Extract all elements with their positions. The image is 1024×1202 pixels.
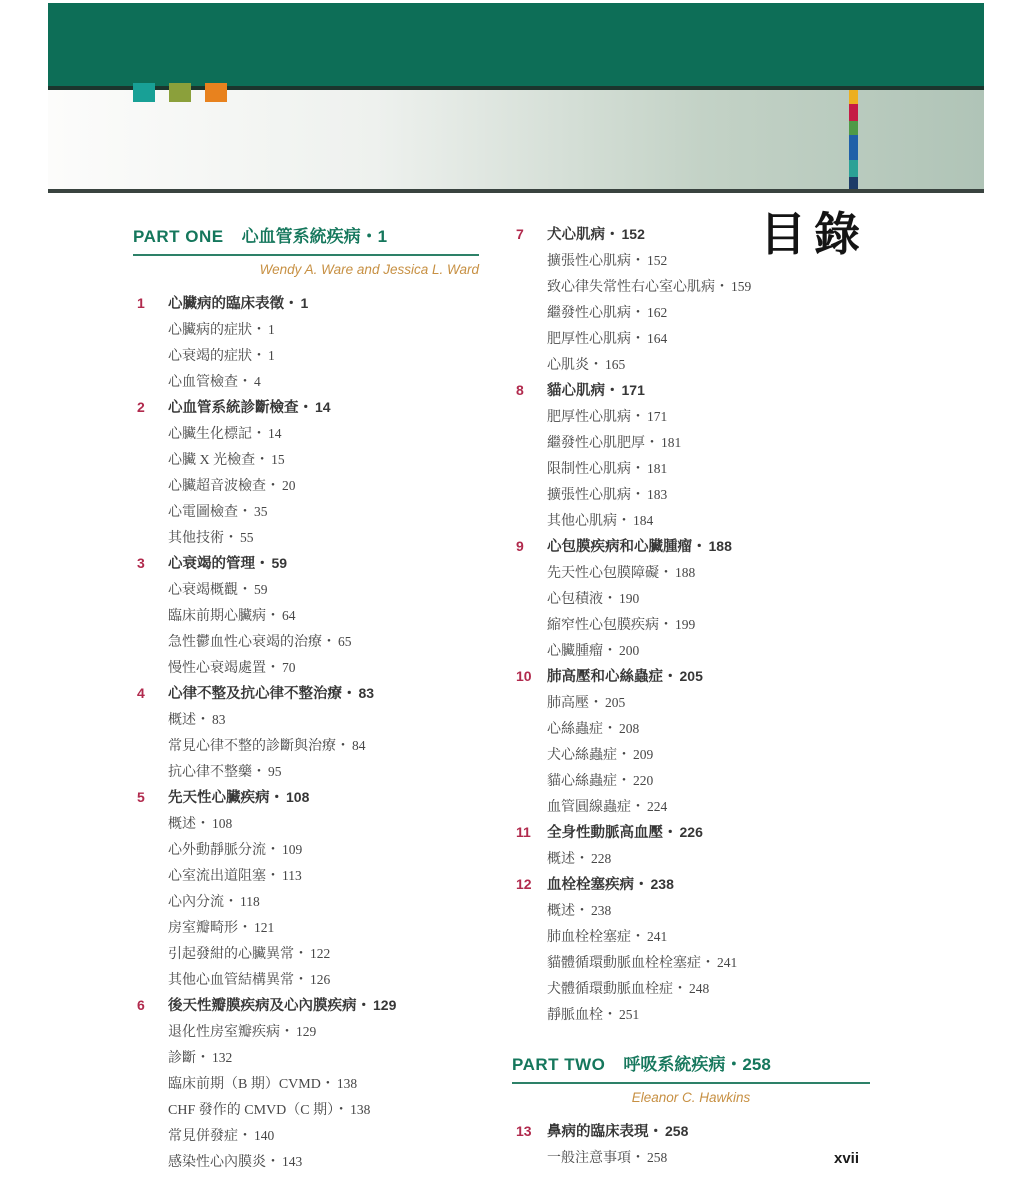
- section-title: 肺血栓栓塞症・: [547, 930, 645, 945]
- color-strip-decoration: [849, 90, 858, 189]
- section-title: 概述・: [547, 904, 589, 919]
- chapter-row: [133, 395, 479, 421]
- section-title: 肺高壓・: [547, 696, 603, 711]
- section-title: 心臟腫瘤・: [547, 644, 617, 659]
- section-title: 常見併發症・: [168, 1129, 252, 1144]
- chapter-page-number: 108: [286, 789, 310, 805]
- section-row: [133, 421, 479, 447]
- section-title: 貓體循環動脈血栓栓塞症・: [547, 956, 715, 971]
- chapter-number: 12: [516, 876, 532, 892]
- section-row: [512, 300, 870, 326]
- section-title: 心血管檢查・: [168, 375, 252, 390]
- section-row: [133, 473, 479, 499]
- part-title: 心血管系統疾病: [241, 227, 361, 246]
- part-label: PART TWO: [512, 1055, 606, 1074]
- chapter-number: 5: [137, 789, 145, 805]
- chapter-page-number: 14: [315, 399, 331, 415]
- section-page-number: 113: [282, 868, 302, 883]
- section-title: 心肌炎・: [547, 358, 603, 373]
- section-page-number: 251: [619, 1007, 640, 1022]
- chapter-page-number: 205: [679, 668, 703, 684]
- section-page-number: 159: [731, 279, 752, 294]
- section-page-number: 108: [212, 816, 233, 831]
- section-page-number: 83: [212, 712, 226, 727]
- chapter-number: 6: [137, 997, 145, 1013]
- chapter-page-number: 171: [621, 382, 645, 398]
- section-page-number: 95: [268, 764, 282, 779]
- chapter-page-number: 238: [650, 876, 674, 892]
- section-title: 靜脈血栓・: [547, 1008, 617, 1023]
- section-row: [133, 577, 479, 603]
- section-row: [512, 560, 870, 586]
- section-row: [133, 369, 479, 395]
- chapter-title: 血栓栓塞疾病・: [547, 877, 649, 893]
- section-title: 擴張性心肌病・: [547, 254, 645, 269]
- section-row: [512, 1145, 870, 1171]
- section-page-number: 184: [633, 513, 654, 528]
- section-page-number: 224: [647, 799, 668, 814]
- section-row: [133, 837, 479, 863]
- section-page-number: 1: [268, 322, 275, 337]
- chapter-row: [133, 993, 479, 1019]
- chapter-number: 13: [516, 1123, 532, 1139]
- section-title: 心臟超音波檢查・: [168, 479, 280, 494]
- section-page-number: 126: [310, 972, 331, 987]
- chapter-number: 3: [137, 555, 145, 571]
- section-page-number: 228: [591, 851, 612, 866]
- section-row: [512, 482, 870, 508]
- part-label: PART ONE: [133, 227, 224, 246]
- chapter-page-number: 59: [271, 555, 288, 571]
- chapter-title: 先天性心臟疾病・: [168, 790, 284, 806]
- section-title: 引起發紺的心臟異常・: [168, 947, 308, 962]
- chapter-number: 9: [516, 538, 524, 554]
- section-title: 血管圓線蟲症・: [547, 800, 645, 815]
- section-title: 先天性心包膜障礙・: [547, 566, 673, 581]
- section-title: 限制性心肌病・: [547, 462, 645, 477]
- section-row: [133, 1071, 479, 1097]
- section-page-number: 15: [271, 452, 285, 467]
- chapter-number: 8: [516, 382, 524, 398]
- section-page-number: 140: [254, 1128, 275, 1143]
- chapter-title: 犬心肌病・: [547, 227, 620, 243]
- section-title: 心外動靜脈分流・: [168, 843, 280, 858]
- section-title: 概述・: [168, 713, 210, 728]
- section-row: [133, 603, 479, 629]
- section-page-number: 64: [282, 608, 296, 623]
- section-row: [133, 629, 479, 655]
- chapter-row: [133, 551, 479, 577]
- section-title: 擴張性心肌病・: [547, 488, 645, 503]
- section-title: 心臟病的症狀・: [168, 323, 266, 338]
- part-block: [133, 222, 479, 277]
- section-page-number: 109: [282, 842, 303, 857]
- section-title: 心臟生化標記・: [168, 427, 266, 442]
- decorative-square-2: [169, 83, 191, 102]
- chapter-page-number: 188: [708, 538, 732, 554]
- section-row: [133, 447, 479, 473]
- chapter-title: 心衰竭的管理・: [168, 556, 270, 572]
- chapter-number: 2: [137, 399, 145, 415]
- section-row: [133, 733, 479, 759]
- section-row: [512, 326, 870, 352]
- chapter-row: [512, 872, 870, 898]
- chapter-page-number: 226: [679, 824, 703, 840]
- section-page-number: 208: [619, 721, 640, 736]
- section-row: [512, 430, 870, 456]
- section-page-number: 35: [254, 504, 268, 519]
- chapter-row: [512, 378, 870, 404]
- section-title: 臨床前期（B 期）CVMD・: [168, 1077, 335, 1092]
- section-page-number: 138: [336, 1076, 358, 1091]
- chapter-row: [133, 681, 479, 707]
- section-row: [512, 248, 870, 274]
- section-page-number: 122: [310, 946, 331, 961]
- section-title: 繼發性心肌病・: [547, 306, 645, 321]
- section-page-number: 238: [591, 903, 612, 918]
- section-row: [512, 768, 870, 794]
- section-page-number: 55: [240, 530, 254, 545]
- part-title: 呼吸系統疾病: [623, 1055, 726, 1074]
- strip-segment-4: [849, 135, 858, 160]
- section-title: 其他心血管結構異常・: [168, 973, 308, 988]
- section-row: [512, 586, 870, 612]
- chapter-row: [512, 534, 870, 560]
- decorative-square-3: [205, 83, 227, 102]
- section-row: [512, 846, 870, 872]
- section-title: 慢性心衰竭處置・: [168, 661, 280, 676]
- section-row: [133, 967, 479, 993]
- part-authors: Wendy A. Ware and Jessica L. Ward: [259, 262, 479, 277]
- section-page-number: 70: [282, 660, 296, 675]
- section-page-number: 209: [633, 747, 654, 762]
- section-title: 急性鬱血性心衰竭的治療・: [168, 635, 336, 650]
- section-row: [512, 638, 870, 664]
- section-row: [512, 924, 870, 950]
- section-title: 肥厚性心肌病・: [547, 410, 645, 425]
- chapter-title: 心律不整及抗心律不整治療・: [168, 686, 357, 702]
- strip-segment-2: [849, 104, 858, 121]
- section-row: [133, 941, 479, 967]
- section-title: 犬心絲蟲症・: [547, 748, 631, 763]
- part-heading: [133, 222, 479, 256]
- folio-page-number: xvii: [834, 1150, 860, 1167]
- section-page-number: 183: [647, 487, 668, 502]
- section-page-number: 84: [352, 738, 366, 753]
- section-row: [512, 274, 870, 300]
- section-title: 貓心絲蟲症・: [547, 774, 631, 789]
- section-page-number: 152: [647, 253, 668, 268]
- section-row: [133, 863, 479, 889]
- chapter-row: [133, 785, 479, 811]
- chapter-title: 肺高壓和心絲蟲症・: [547, 669, 678, 685]
- section-title: 繼發性心肌肥厚・: [547, 436, 659, 451]
- section-row: [133, 1123, 479, 1149]
- section-page-number: 129: [296, 1024, 317, 1039]
- section-title: 常見心律不整的診斷與治療・: [168, 739, 350, 754]
- header-band: [48, 3, 984, 90]
- section-row: [512, 352, 870, 378]
- section-row: [133, 1045, 479, 1071]
- chapter-number: 11: [516, 824, 531, 840]
- section-title: 退化性房室瓣疾病・: [168, 1025, 294, 1040]
- section-page-number: 241: [717, 955, 738, 970]
- section-title: 心電圖檢查・: [168, 505, 252, 520]
- section-row: [133, 343, 479, 369]
- section-title: 致心律失常性右心室心肌病・: [547, 280, 729, 295]
- section-row: [133, 317, 479, 343]
- toc-column-left: [133, 222, 479, 1175]
- section-title: CHF 發作的 CMVD（C 期）・: [168, 1103, 349, 1118]
- section-title: 其他技術・: [168, 531, 238, 546]
- section-title: 心室流出道阻塞・: [168, 869, 280, 884]
- section-title: 抗心律不整藥・: [168, 765, 266, 780]
- section-title: 心臟 X 光檢查・: [168, 453, 270, 468]
- section-page-number: 248: [689, 981, 710, 996]
- section-row: [512, 976, 870, 1002]
- toc-column-right: [512, 222, 870, 1171]
- part-block: [512, 1050, 870, 1105]
- section-title: 心絲蟲症・: [547, 722, 617, 737]
- section-title: 臨床前期心臟病・: [168, 609, 280, 624]
- section-row: [133, 499, 479, 525]
- section-row: [133, 525, 479, 551]
- section-row: [133, 655, 479, 681]
- section-title: 心衰竭概觀・: [168, 583, 252, 598]
- section-page-number: 138: [350, 1102, 371, 1117]
- section-page-number: 162: [647, 305, 668, 320]
- section-title: 心內分流・: [168, 895, 238, 910]
- section-page-number: 188: [675, 565, 696, 580]
- section-title: 犬體循環動脈血栓症・: [547, 982, 687, 997]
- section-row: [133, 759, 479, 785]
- chapter-number: 10: [516, 668, 532, 684]
- section-page-number: 199: [675, 617, 696, 632]
- chapter-page-number: 258: [665, 1123, 689, 1139]
- chapter-page-number: 1: [300, 295, 309, 311]
- section-title: 診斷・: [168, 1051, 210, 1066]
- section-page-number: 1: [268, 348, 275, 363]
- chapter-title: 貓心肌病・: [547, 383, 620, 399]
- section-page-number: 181: [661, 435, 682, 450]
- part-authors: Eleanor C. Hawkins: [631, 1090, 751, 1105]
- section-title: 其他心肌病・: [547, 514, 631, 529]
- section-title: 一般注意事項・: [547, 1151, 645, 1166]
- part-page-number: ・1: [360, 227, 388, 246]
- chapter-row: [133, 291, 479, 317]
- section-title: 概述・: [168, 817, 210, 832]
- section-row: [512, 456, 870, 482]
- section-page-number: 132: [212, 1050, 233, 1065]
- section-row: [512, 1002, 870, 1028]
- chapter-title: 鼻病的臨床表現・: [547, 1124, 663, 1140]
- section-row: [512, 716, 870, 742]
- chapter-title: 心血管系統診斷檢查・: [168, 400, 313, 416]
- section-row: [133, 915, 479, 941]
- section-page-number: 258: [647, 1150, 668, 1165]
- section-page-number: 200: [619, 643, 640, 658]
- part-page-number: ・258: [725, 1055, 771, 1074]
- section-title: 心包積液・: [547, 592, 617, 607]
- section-page-number: 165: [605, 357, 626, 372]
- section-row: [512, 898, 870, 924]
- section-page-number: 241: [647, 929, 668, 944]
- section-page-number: 4: [254, 374, 261, 389]
- section-row: [133, 889, 479, 915]
- chapter-page-number: 129: [373, 997, 397, 1013]
- section-row: [512, 612, 870, 638]
- section-title: 縮窄性心包膜疾病・: [547, 618, 673, 633]
- section-title: 房室瓣畸形・: [168, 921, 252, 936]
- chapter-page-number: 83: [358, 685, 375, 701]
- section-page-number: 14: [268, 426, 282, 441]
- section-page-number: 181: [647, 461, 668, 476]
- page-title: 目錄: [760, 209, 868, 260]
- section-title: 感染性心內膜炎・: [168, 1155, 280, 1170]
- section-row: [512, 508, 870, 534]
- strip-segment-6: [849, 177, 858, 189]
- section-page-number: 59: [254, 582, 268, 597]
- section-page-number: 164: [647, 331, 668, 346]
- chapter-row: [512, 222, 870, 248]
- section-page-number: 205: [605, 695, 626, 710]
- section-page-number: 220: [633, 773, 654, 788]
- section-row: [512, 690, 870, 716]
- section-page-number: 20: [282, 478, 296, 493]
- section-page-number: 171: [647, 409, 668, 424]
- chapter-number: 7: [516, 226, 524, 242]
- section-page-number: 190: [619, 591, 640, 606]
- chapter-title: 心臟病的臨床表徵・: [168, 296, 299, 312]
- decorative-squares: [133, 83, 227, 102]
- chapter-row: [512, 664, 870, 690]
- part-heading: [512, 1050, 870, 1084]
- section-title: 肥厚性心肌病・: [547, 332, 645, 347]
- chapter-title: 後天性瓣膜疾病及心內膜疾病・: [168, 998, 371, 1014]
- section-row: [133, 1097, 479, 1123]
- section-row: [133, 1149, 479, 1175]
- strip-segment-3: [849, 121, 858, 135]
- section-page-number: 143: [282, 1154, 303, 1169]
- section-title: 概述・: [547, 852, 589, 867]
- section-page-number: 118: [240, 894, 260, 909]
- section-page-number: 65: [338, 634, 352, 649]
- strip-segment-5: [849, 160, 858, 177]
- section-row: [133, 1019, 479, 1045]
- strip-segment-1: [849, 90, 858, 104]
- chapter-row: [512, 1119, 870, 1145]
- chapter-number: 1: [137, 295, 145, 311]
- section-row: [133, 811, 479, 837]
- chapter-title: 全身性動脈高血壓・: [547, 825, 678, 841]
- section-row: [133, 707, 479, 733]
- section-title: 心衰竭的症狀・: [168, 349, 266, 364]
- section-row: [512, 950, 870, 976]
- section-row: [512, 742, 870, 768]
- section-row: [512, 794, 870, 820]
- decorative-square-1: [133, 83, 155, 102]
- chapter-row: [512, 820, 870, 846]
- chapter-title: 心包膜疾病和心臟腫瘤・: [547, 539, 707, 555]
- section-row: [512, 404, 870, 430]
- section-page-number: 121: [254, 920, 275, 935]
- chapter-number: 4: [137, 685, 145, 701]
- chapter-page-number: 152: [621, 226, 645, 242]
